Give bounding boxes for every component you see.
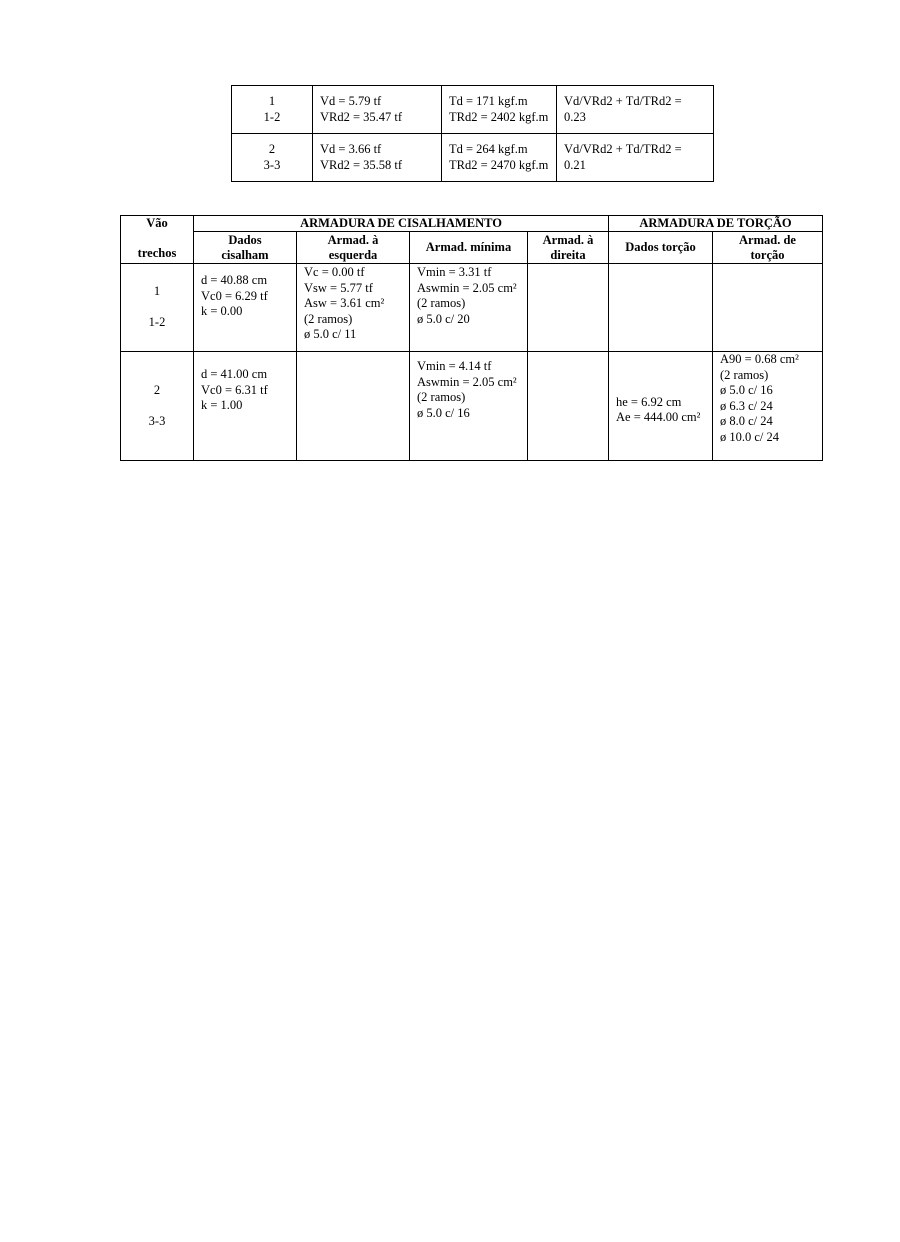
cell-line: Vmin = 3.31 tf xyxy=(417,265,492,279)
shear-cell xyxy=(313,134,442,182)
reinforcement-table xyxy=(120,215,823,461)
vao-cell xyxy=(232,134,313,182)
cell-line: ø 5.0 c/ 20 xyxy=(417,311,470,326)
ratio-cell xyxy=(557,86,714,134)
header-line: Armad. à xyxy=(327,232,379,247)
vrd2-value: VRd2 = 35.47 tf xyxy=(320,109,403,124)
td-value: Td = 264 kgf.m xyxy=(449,142,528,156)
vao-header xyxy=(121,216,194,264)
header-row xyxy=(121,216,823,232)
header-line: cisalham xyxy=(221,247,269,262)
vao-cell xyxy=(121,352,194,461)
vd-value: Vd = 5.79 tf xyxy=(320,94,382,108)
ratio-value: Vd/VRd2 + Td/TRd2 = 0.23 xyxy=(564,94,682,124)
trecho-label: 3-3 xyxy=(148,413,166,428)
cell-line: Vc0 = 6.29 tf xyxy=(201,288,268,303)
vao-cell xyxy=(121,264,194,352)
armad-direita-header xyxy=(528,232,609,264)
armad-torcao-cell xyxy=(713,352,823,461)
header-line: torção xyxy=(750,247,785,262)
torsion-cell xyxy=(442,134,557,182)
armad-minima-header: Armad. mínima xyxy=(410,232,528,264)
cell-line: ø 5.0 c/ 16 xyxy=(417,405,470,420)
dados-cisalham-header xyxy=(194,232,297,264)
trd2-value: TRd2 = 2402 kgf.m xyxy=(449,109,549,124)
cell-line: ø 8.0 c/ 24 xyxy=(720,414,773,428)
header-line: esquerda xyxy=(328,247,378,262)
trecho-label: 1-2 xyxy=(148,315,166,330)
vao-number: 1 xyxy=(153,284,161,299)
ratio-cell xyxy=(557,134,714,182)
cell-line: A90 = 0.68 cm² xyxy=(720,352,799,366)
vrd2-value: VRd2 = 35.58 tf xyxy=(320,157,403,172)
cell-line: Ae = 444.00 cm² xyxy=(616,410,701,424)
cell-line: (2 ramos) xyxy=(720,367,769,382)
vd-value: Vd = 3.66 tf xyxy=(320,142,382,156)
cell-line: Vmin = 4.14 tf xyxy=(417,359,492,373)
shear-cell xyxy=(313,86,442,134)
torsion-cell xyxy=(442,86,557,134)
cell-line: Vc0 = 6.31 tf xyxy=(201,382,268,397)
torcao-header: ARMADURA DE TORÇÃO xyxy=(609,216,823,232)
cell-line: k = 1.00 xyxy=(201,398,243,412)
trd2-value: TRd2 = 2470 kgf.m xyxy=(449,157,549,172)
vao-number: 2 xyxy=(153,382,161,397)
trechos-header-label: trechos xyxy=(137,246,177,260)
table-row xyxy=(121,264,823,352)
cell-line: Vc = 0.00 tf xyxy=(304,265,365,279)
cell-line: k = 0.00 xyxy=(201,304,243,318)
vao-number: 2 xyxy=(268,142,276,156)
armad-esquerda-cell xyxy=(297,352,410,461)
cell-line: he = 6.92 cm xyxy=(616,394,682,409)
dados-cisalham-cell xyxy=(194,352,297,461)
trecho-label: 1-2 xyxy=(263,109,281,124)
dados-torcao-cell xyxy=(609,264,713,352)
dados-torcao-cell xyxy=(609,352,713,461)
cell-line: (2 ramos) xyxy=(417,296,466,310)
cisalhamento-header: ARMADURA DE CISALHAMENTO xyxy=(194,216,609,232)
dados-cisalham-cell xyxy=(194,264,297,352)
trecho-label: 3-3 xyxy=(263,157,281,172)
dados-torcao-header: Dados torção xyxy=(609,232,713,264)
header-line: direita xyxy=(550,247,586,262)
armad-minima-cell xyxy=(410,264,528,352)
ratio-value: Vd/VRd2 + Td/TRd2 = 0.21 xyxy=(564,142,682,172)
cell-line: (2 ramos) xyxy=(417,390,466,404)
armad-direita-cell xyxy=(528,264,609,352)
verification-table xyxy=(231,85,714,182)
cell-line: Aswmin = 2.05 cm² xyxy=(417,280,517,295)
cell-line: ø 5.0 c/ 16 xyxy=(720,383,773,397)
vao-header-label: Vão xyxy=(146,216,168,230)
cell-line: d = 40.88 cm xyxy=(201,273,268,287)
header-line: Armad. à xyxy=(542,232,594,247)
header-line: Dados xyxy=(228,232,262,247)
cell-line: Asw = 3.61 cm² xyxy=(304,296,385,310)
subheader-row xyxy=(121,232,823,264)
td-value: Td = 171 kgf.m xyxy=(449,94,528,108)
armad-torcao-cell xyxy=(713,264,823,352)
cell-line: ø 6.3 c/ 24 xyxy=(720,398,773,413)
armad-direita-cell xyxy=(528,352,609,461)
header-line: Armad. de xyxy=(739,232,796,247)
armad-esquerda-header xyxy=(297,232,410,264)
table-row xyxy=(232,134,714,182)
table-row xyxy=(232,86,714,134)
cell-line: d = 41.00 cm xyxy=(201,367,268,381)
cell-line: ø 5.0 c/ 11 xyxy=(304,327,357,341)
vao-cell xyxy=(232,86,313,134)
armad-esquerda-cell xyxy=(297,264,410,352)
vao-number: 1 xyxy=(268,94,276,108)
armad-torcao-header xyxy=(713,232,823,264)
cell-line: Vsw = 5.77 tf xyxy=(304,280,373,295)
cell-line: (2 ramos) xyxy=(304,311,353,326)
cell-line: Aswmin = 2.05 cm² xyxy=(417,374,517,389)
table-row xyxy=(121,352,823,461)
cell-line: ø 10.0 c/ 24 xyxy=(720,429,780,444)
armad-minima-cell xyxy=(410,352,528,461)
